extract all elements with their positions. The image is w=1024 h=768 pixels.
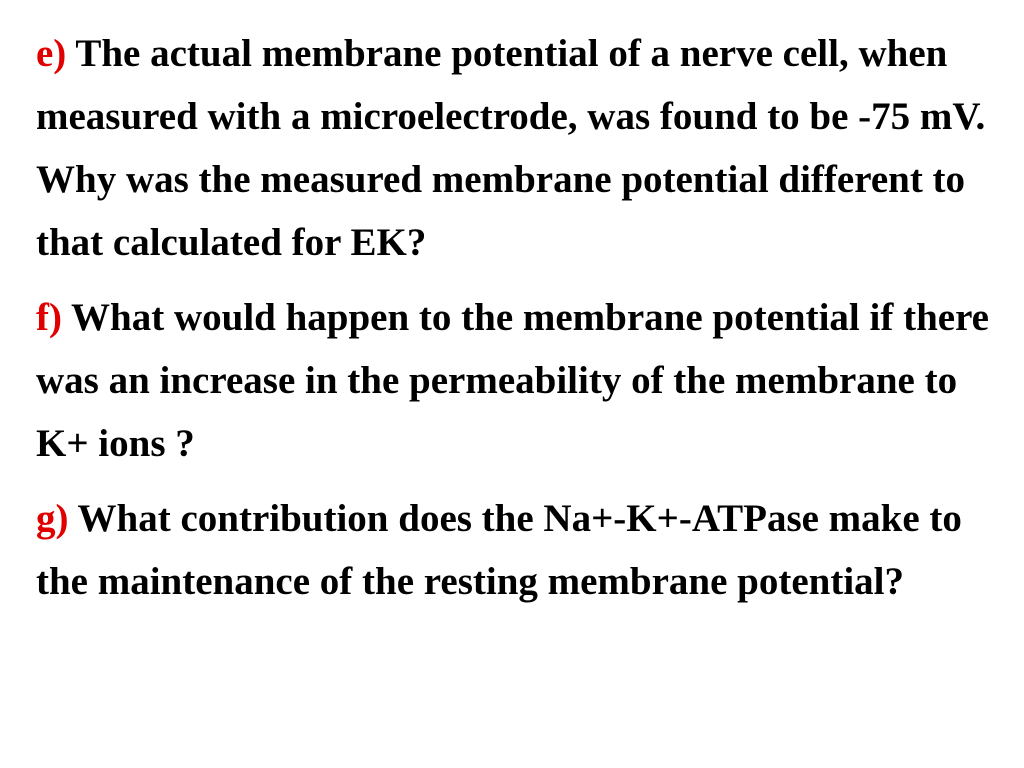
question-e-marker: e) (36, 32, 67, 75)
slide-body (36, 22, 996, 613)
question-e (36, 22, 996, 274)
question-f-text: What would happen to the membrane potential if there was an increase in the permeability of the membrane to K+ ions ? (36, 296, 989, 465)
question-f (36, 286, 996, 475)
question-g-text: What contribution does the Na+-K+-ATPase make to the maintenance of the resting membrane potential? (36, 497, 962, 603)
question-g-marker: g) (36, 497, 69, 540)
question-e-text: The actual membrane potential of a nerve cell, when measured with a microelectrode, was found to be -75 mV. Why was the measured membrane potential different to that calculated for EK? (36, 32, 986, 264)
question-f-marker: f) (36, 296, 62, 339)
question-g (36, 487, 996, 613)
